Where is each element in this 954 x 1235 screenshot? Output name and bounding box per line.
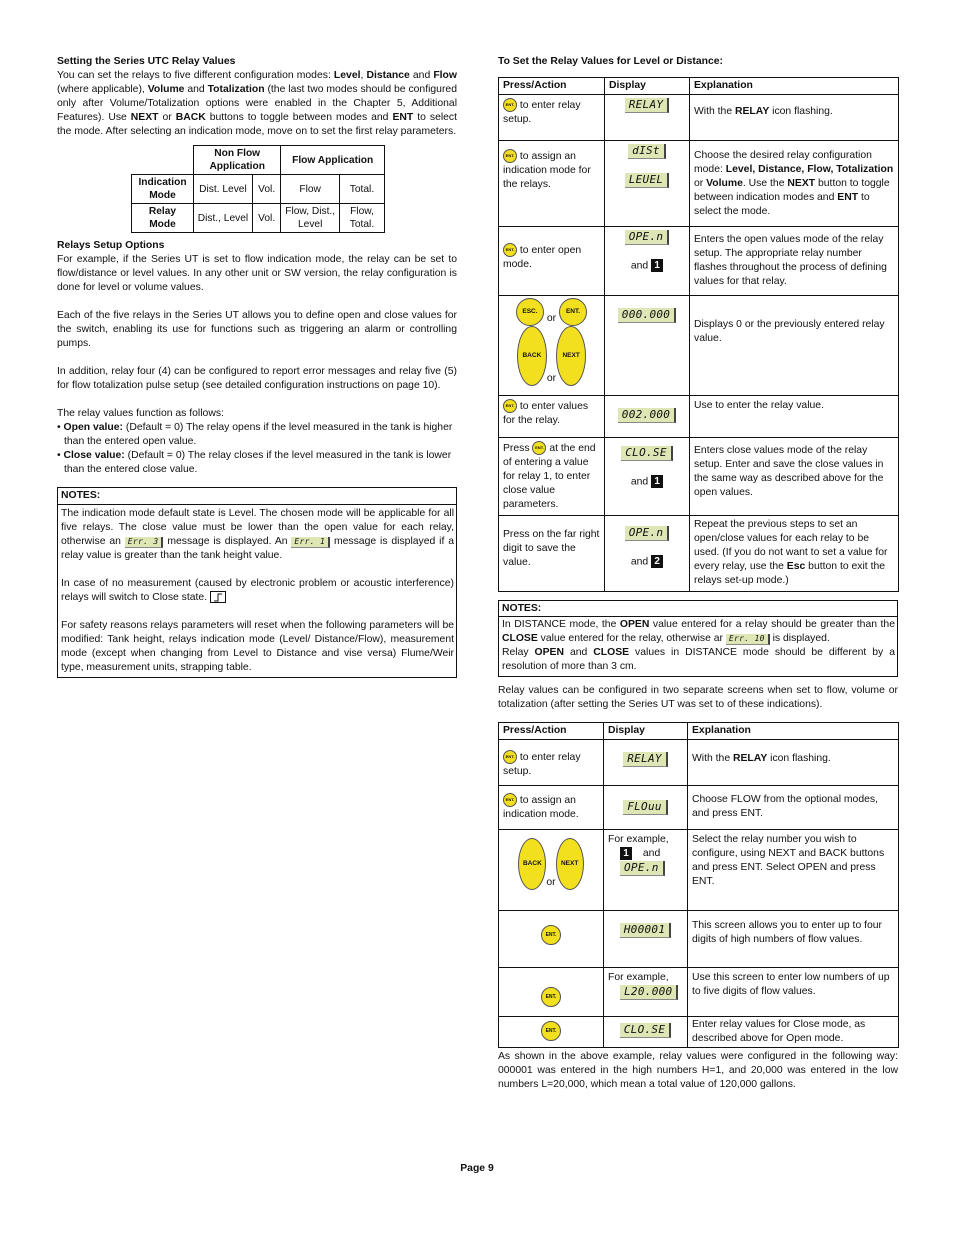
lcd-close: CLO.SE xyxy=(621,446,673,461)
ent-button-icon: ENT. xyxy=(503,98,517,112)
table-row xyxy=(499,830,899,911)
intro-paragraph: You can set the relays to five different configuration modes: Level, Distance and Flow (where applicable), Volume and Totalization (the last two modes should be configured only after Volume/Totalization options were enabled in the Chapter 5, Additional Features). Use NEXT or BACK buttons to toggle between modes and ENT to select the mode. After selecting an indication mode, move on to set the first relay parameters. xyxy=(57,70,458,137)
action-cell: Press ENT. at the end of entering a value for relay 1, to enter close value parameters. xyxy=(499,438,605,516)
display-cell xyxy=(604,740,688,786)
lcd-low-numbers: L20.000 xyxy=(620,985,678,1000)
back-button[interactable]: BACK xyxy=(518,838,546,890)
column-header-press: Press/Action xyxy=(499,723,604,740)
table-row xyxy=(499,786,899,830)
mode-table-cell: Dist., Level xyxy=(194,204,253,233)
lcd-close: CLO.SE xyxy=(620,1023,672,1038)
lcd-relay: RELAY xyxy=(623,752,668,767)
explanation-cell: Choose the desired relay configuration mode: Level, Distance, Flow, Totalization or Volume. Use the NEXT button to toggle between indication modes and ENT to select the mode. xyxy=(690,141,899,227)
table-row xyxy=(499,396,899,438)
table-row xyxy=(499,516,899,592)
lcd-high-numbers: H00001 xyxy=(620,923,672,938)
display-cell xyxy=(605,296,690,396)
table-row xyxy=(499,438,899,516)
action-cell: ENT. to enter relay setup. xyxy=(499,95,605,141)
mode-table-cell: Flow, Total. xyxy=(339,204,384,233)
notes-header: NOTES: xyxy=(58,488,456,505)
action-cell xyxy=(499,968,604,1017)
bullet-close-value: • Close value: (Default = 0) The relay closes if the level measured in the tank is lower than the entered close value. xyxy=(57,450,452,475)
mode-table-row-label: Relay Mode xyxy=(132,204,194,233)
ent-button[interactable]: ENT. xyxy=(541,987,561,1007)
note-text: For safety reasons relays parameters will reset when the following parameters will be modified: Tank height, relays indication mode (Level/ Distance/Flow), measurement mode (except when changing from Level to Distance and vise versa) Flume/Weir type, measurement units, strapping table. xyxy=(61,620,454,673)
page-number: Page 9 xyxy=(460,1163,494,1174)
table-row xyxy=(499,296,899,396)
mode-table-cell: Flow xyxy=(281,175,340,204)
lcd-open: OPE.n xyxy=(625,526,670,541)
paragraph: In addition, relay four (4) can be configured to report error messages and relay five (5) for flow totalization pulse setup (see detailed configuration instructions on page 10). xyxy=(57,366,457,391)
lcd-value: 002.000 xyxy=(618,408,676,423)
lcd-dist: dISt xyxy=(628,144,666,159)
action-cell xyxy=(499,911,604,968)
explanation-cell: Repeat the previous steps to set an open/close values for each relay to be used. (If you do not want to set a value for every relay, use the Esc button to exit the relays set-up mode.) xyxy=(690,516,899,592)
mode-table-row-label: Indication Mode xyxy=(132,175,194,204)
notes-header: NOTES: xyxy=(502,603,542,614)
explanation-cell: Use this screen to enter low numbers of up to five digits of flow values. xyxy=(688,968,899,1017)
note-text: In DISTANCE mode, the OPEN value entered for a relay should be greater than the CLOSE value entered for the relay, otherwise ar Err. 10 is displayed. xyxy=(502,619,895,644)
mode-table-cell: Vol. xyxy=(252,175,280,204)
explanation-cell: This screen allows you to enter up to four digits of high numbers of flow values. xyxy=(688,911,899,968)
mode-table-cell: Flow, Dist., Level xyxy=(281,204,340,233)
display-cell: For example, 1 and OPE.n xyxy=(604,830,688,911)
mode-table-header-flow: Flow Application xyxy=(281,146,385,175)
ent-button-icon: ENT. xyxy=(503,243,517,257)
table-row xyxy=(499,227,899,296)
ent-button[interactable]: ENT. xyxy=(541,925,561,945)
paragraph: As shown in the above example, relay values were configured in the following way: 000001 was entered in the high numbers H=1, and 20,000 was entered in the low numbers L=20,000, which mean a total value of 120,000 gallons. xyxy=(498,1051,898,1090)
lcd-error-10: Err. 10 xyxy=(726,634,770,645)
explanation-cell: Use to enter the relay value. xyxy=(690,396,899,438)
column-header-press: Press/Action xyxy=(499,78,605,95)
mode-table-header-nonflow: Non Flow Application xyxy=(194,146,281,175)
notes-box xyxy=(57,487,457,678)
ent-button[interactable]: ENT. xyxy=(541,1021,561,1041)
paragraph: The relay values function as follows: xyxy=(57,408,224,419)
mode-table xyxy=(131,145,385,233)
explanation-cell: Enter relay values for Close mode, as described above for Open mode. xyxy=(688,1017,899,1048)
explanation-cell: Choose FLOW from the optional modes, and press ENT. xyxy=(688,786,899,830)
action-cell: ENT. to assign an indication mode. xyxy=(499,786,604,830)
explanation-cell: With the RELAY icon flashing. xyxy=(690,95,899,141)
steps-table-level xyxy=(498,77,899,592)
explanation-cell: With the RELAY icon flashing. xyxy=(688,740,899,786)
close-state-icon xyxy=(210,591,226,603)
display-cell: OPE.n and 2 xyxy=(605,516,690,592)
mode-table-cell: Dist. Level xyxy=(194,175,253,204)
lcd-open: OPE.n xyxy=(620,861,665,876)
table-row xyxy=(499,968,899,1017)
display-cell: CLO.SE and 1 xyxy=(605,438,690,516)
lcd-error-3: Err. 3 xyxy=(125,537,164,548)
section-heading-setup-options: Relays Setup Options xyxy=(57,240,165,251)
notes-box-distance xyxy=(498,600,898,677)
relay-number-digit: 1 xyxy=(651,259,663,272)
column-header-display: Display xyxy=(605,78,690,95)
action-cell: ENT. to enter open mode. xyxy=(499,227,605,296)
right-column xyxy=(498,55,898,1092)
table-row xyxy=(499,1017,899,1048)
column-header-explanation: Explanation xyxy=(688,723,899,740)
note-text: In case of no measurement (caused by electronic problem or acoustic interference) relays will switch to Close state. xyxy=(61,578,454,603)
paragraph: Relay values can be configured in two separate screens when set to flow, volume or totalization (after setting the Series UT was set to of these indications). xyxy=(498,685,898,710)
relay-number-digit: 1 xyxy=(620,847,632,860)
section-heading-relay-values: Setting the Series UTC Relay Values xyxy=(57,56,236,67)
next-button[interactable]: NEXT xyxy=(556,326,586,386)
esc-button[interactable]: ESC. xyxy=(516,298,544,326)
note-text: Relay OPEN and CLOSE values in DISTANCE mode should be different by a resolution of more than 3 cm. xyxy=(502,647,895,672)
paragraph: Each of the five relays in the Series UT allows you to define open and close values for the switch, enabling its use for functions such as triggering an alarm or controlling pumps. xyxy=(57,310,457,349)
ent-button-icon: ENT. xyxy=(503,750,517,764)
display-cell: For example, L20.000 xyxy=(604,968,688,1017)
action-cell: ENT. to enter relay setup. xyxy=(499,740,604,786)
mode-table-corner xyxy=(132,146,194,175)
table-row xyxy=(499,141,899,227)
action-cell: ESC. or ENT. BACKorNEXT xyxy=(499,296,605,396)
note-text: The indication mode default state is Level. The chosen mode will be applicable for all five relays. The close value must be lower than the open value for each relay, otherwise an Err. 3 message is displayed. An Err. 1 message is displayed if a relay value is greater than the tank height value. xyxy=(61,508,454,561)
column-header-display: Display xyxy=(604,723,688,740)
section-heading-level-distance: To Set the Relay Values for Level or Distance: xyxy=(498,56,724,67)
relay-number-digit: 1 xyxy=(651,475,663,488)
action-cell: BACKorNEXT xyxy=(499,830,604,911)
mode-table-cell: Vol. xyxy=(252,204,280,233)
table-row xyxy=(499,911,899,968)
display-cell xyxy=(605,396,690,438)
lcd-flow: FLOuu xyxy=(623,800,668,815)
column-header-explanation: Explanation xyxy=(690,78,899,95)
display-cell xyxy=(604,1017,688,1048)
explanation-cell: Enters the open values mode of the relay setup. The appropriate relay number flashes throughout the process of defining values for that relay. xyxy=(690,227,899,296)
left-column xyxy=(57,55,457,678)
next-button[interactable]: NEXT xyxy=(556,838,584,890)
lcd-level: LEUEL xyxy=(625,173,670,188)
display-cell xyxy=(605,95,690,141)
bullet-open-value: • Open value: (Default = 0) The relay opens if the level measured in the tank is higher than the entered open value. xyxy=(57,422,453,447)
action-cell: ENT. to assign an indication mode for the relays. xyxy=(499,141,605,227)
table-row xyxy=(499,95,899,141)
lcd-open: OPE.n xyxy=(625,230,670,245)
display-cell: OPE.n and 1 xyxy=(605,227,690,296)
action-cell xyxy=(499,1017,604,1048)
ent-button-icon: ENT. xyxy=(503,149,517,163)
explanation-cell: Select the relay number you wish to configure, using NEXT and BACK buttons and press ENT. Select OPEN and press ENT. xyxy=(688,830,899,911)
ent-button[interactable]: ENT. xyxy=(559,298,587,326)
display-cell xyxy=(604,786,688,830)
ent-button-icon: ENT. xyxy=(532,441,546,455)
display-cell xyxy=(604,911,688,968)
action-cell: ENT. to enter values for the relay. xyxy=(499,396,605,438)
display-cell xyxy=(605,141,690,227)
back-button[interactable]: BACK xyxy=(517,326,547,386)
ent-button-icon: ENT. xyxy=(503,793,517,807)
lcd-error-1: Err. 1 xyxy=(291,537,330,548)
table-row xyxy=(499,740,899,786)
relay-number-digit: 2 xyxy=(651,555,663,568)
lcd-relay: RELAY xyxy=(625,98,670,113)
explanation-cell: Displays 0 or the previously entered relay value. xyxy=(690,296,899,396)
explanation-cell: Enters close values mode of the relay setup. Enter and save the close values in the same way as described above for the open values. xyxy=(690,438,899,516)
paragraph: For example, if the Series UT is set to flow indication mode, the relay can be set to flow/distance or level values. In any other unit or SW version, the relay configuration is done for level or volume values. xyxy=(57,254,457,293)
ent-button-icon: ENT. xyxy=(503,399,517,413)
mode-table-cell: Total. xyxy=(339,175,384,204)
steps-table-flow xyxy=(498,722,899,1048)
action-cell: Press on the far right digit to save the value. xyxy=(499,516,605,592)
lcd-zero-value: 000.000 xyxy=(618,308,676,323)
